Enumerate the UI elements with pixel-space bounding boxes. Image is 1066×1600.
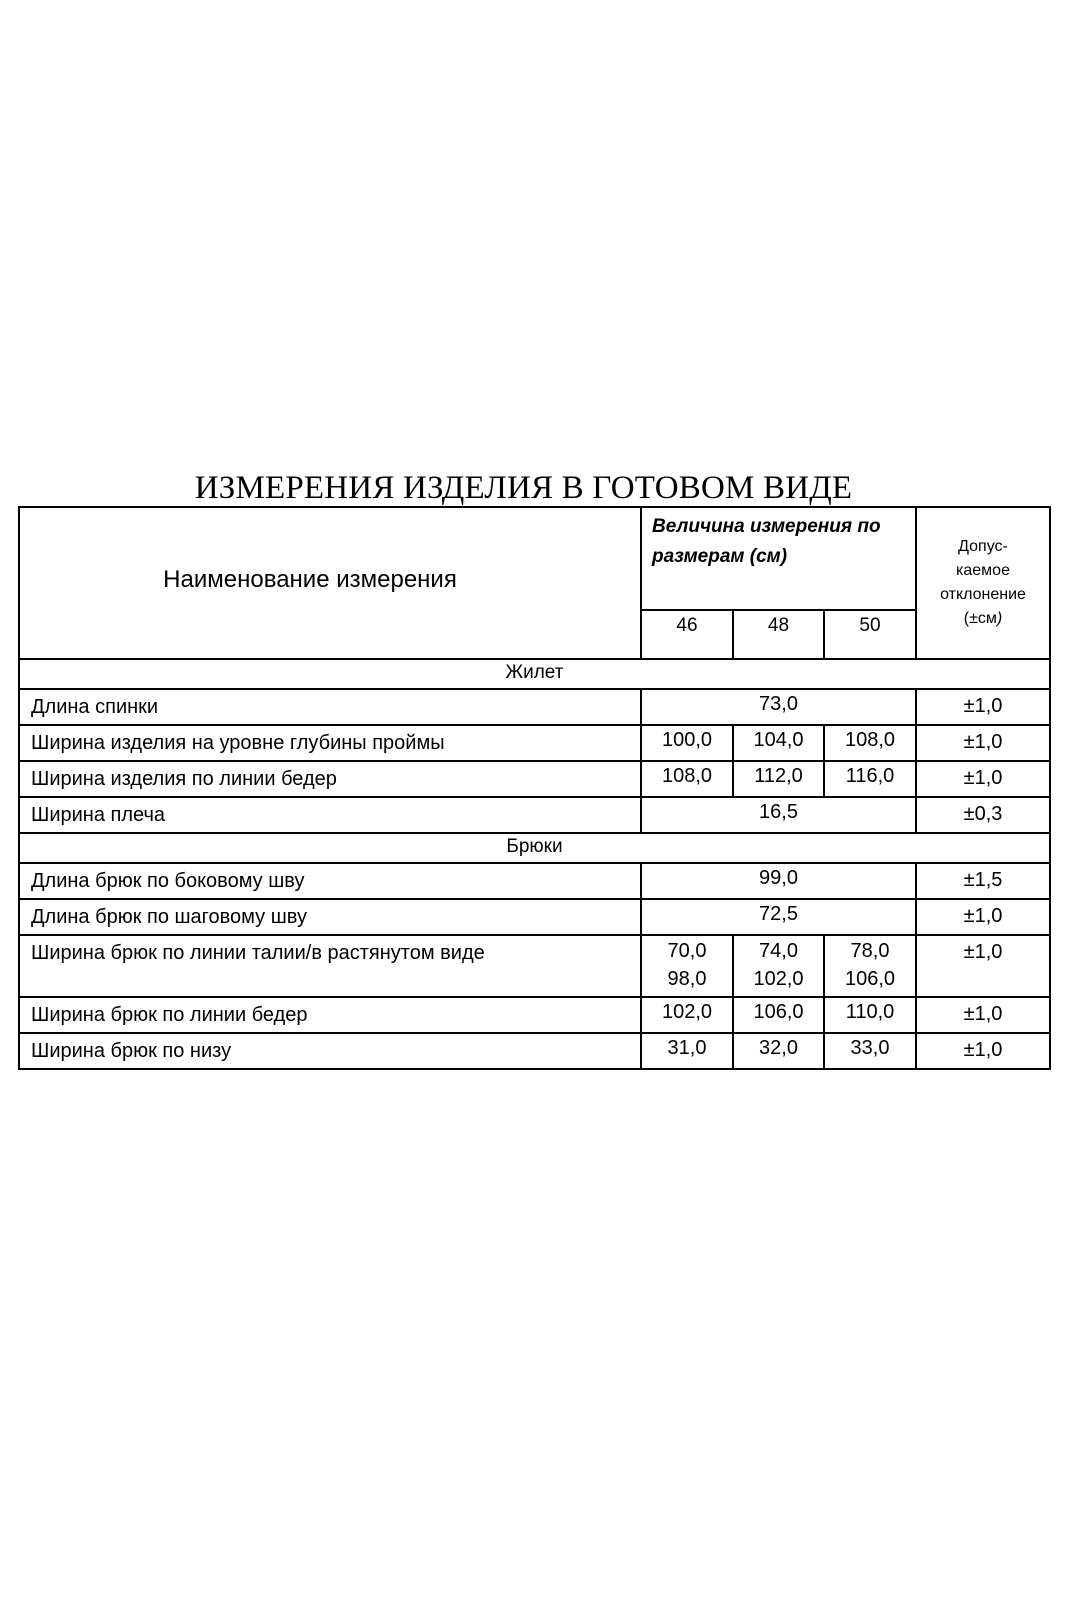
measurement-name: Длина брюк по боковому шву <box>19 863 641 899</box>
table-row <box>19 997 1050 1033</box>
measurement-name: Ширина брюк по низу <box>19 1033 641 1069</box>
measurement-value-size-48: 32,0 <box>733 1033 824 1069</box>
table-row <box>19 689 1050 725</box>
measurement-value-size-50: 108,0 <box>824 725 916 761</box>
measurement-value-stretched: 98,0 <box>667 968 707 990</box>
table-row <box>19 761 1050 797</box>
measurement-value-stretched: 102,0 <box>753 968 804 990</box>
measurement-value-size-48: 104,0 <box>733 725 824 761</box>
measurement-value-primary: 74,0 <box>759 940 798 962</box>
measurement-name: Ширина брюк по линии бедер <box>19 997 641 1033</box>
measurement-value-size-46: 31,0 <box>641 1033 733 1069</box>
measurement-name: Длина спинки <box>19 689 641 725</box>
measurement-tolerance: ±1,0 <box>916 1033 1050 1069</box>
table-row <box>19 725 1050 761</box>
measurement-tolerance: ±1,0 <box>916 725 1050 761</box>
header-tolerance-line-1: Допус- <box>958 538 1008 555</box>
table-row <box>19 863 1050 899</box>
header-tolerance <box>916 507 1050 659</box>
section-title: Жилет <box>19 659 1050 689</box>
measurement-value-size-48 <box>733 935 824 997</box>
measurement-name: Ширина плеча <box>19 797 641 833</box>
table-row <box>19 935 1050 997</box>
header-size-group: Величина измерения по размерам (см) <box>641 507 916 610</box>
document-title: ИЗМЕРЕНИЯ ИЗДЕЛИЯ В ГОТОВОМ ВИДЕ <box>194 470 853 506</box>
header-tolerance-unit: (±см <box>963 610 997 627</box>
measurement-tolerance: ±1,0 <box>916 935 1050 997</box>
measurement-tolerance: ±1,0 <box>916 997 1050 1033</box>
measurement-value-stretched: 106,0 <box>844 968 896 990</box>
header-tolerance-line-3: отклонение <box>940 586 1026 603</box>
header-measurement-name: Наименование измерения <box>19 507 641 659</box>
section-row <box>19 659 1050 689</box>
measurement-value-size-48: 112,0 <box>733 761 824 797</box>
measurement-value-size-46: 100,0 <box>641 725 733 761</box>
header-tolerance-line-2: каемое <box>956 562 1010 579</box>
measurement-value-size-50 <box>824 935 916 997</box>
measurement-tolerance: ±1,0 <box>916 899 1050 935</box>
header-size-46: 46 <box>641 610 733 659</box>
measurement-name: Ширина изделия на уровне глубины проймы <box>19 725 641 761</box>
measurement-name: Ширина изделия по линии бедер <box>19 761 641 797</box>
measurement-value-size-46 <box>641 935 733 997</box>
measurements-table <box>18 506 1051 1070</box>
measurement-tolerance: ±0,3 <box>916 797 1050 833</box>
measurement-value-size-46: 102,0 <box>641 997 733 1033</box>
measurements-document <box>18 470 1049 1070</box>
section-title: Брюки <box>19 833 1050 863</box>
header-size-50: 50 <box>824 610 916 659</box>
measurement-value-size-48: 106,0 <box>733 997 824 1033</box>
header-size-48: 48 <box>733 610 824 659</box>
table-row <box>19 797 1050 833</box>
measurement-value-primary: 70,0 <box>667 940 707 962</box>
header-tolerance-unit-close: ) <box>996 610 1003 627</box>
table-row <box>19 1033 1050 1069</box>
measurement-tolerance: ±1,0 <box>916 761 1050 797</box>
measurement-value-primary: 78,0 <box>850 940 890 962</box>
measurement-value-size-50: 116,0 <box>824 761 916 797</box>
measurement-tolerance: ±1,5 <box>916 863 1050 899</box>
measurement-tolerance: ±1,0 <box>916 689 1050 725</box>
table-row <box>19 899 1050 935</box>
measurement-name: Длина брюк по шаговому шву <box>19 899 641 935</box>
measurement-name: Ширина брюк по линии талии/в растянутом виде <box>19 935 641 997</box>
measurement-value-size-50: 33,0 <box>824 1033 916 1069</box>
measurement-value-all-sizes: 16,5 <box>641 797 916 833</box>
measurement-value-all-sizes: 99,0 <box>641 863 916 899</box>
section-row <box>19 833 1050 863</box>
measurement-value-all-sizes: 73,0 <box>641 689 916 725</box>
measurement-value-all-sizes: 72,5 <box>641 899 916 935</box>
measurement-value-size-46: 108,0 <box>641 761 733 797</box>
measurement-value-size-50: 110,0 <box>824 997 916 1033</box>
